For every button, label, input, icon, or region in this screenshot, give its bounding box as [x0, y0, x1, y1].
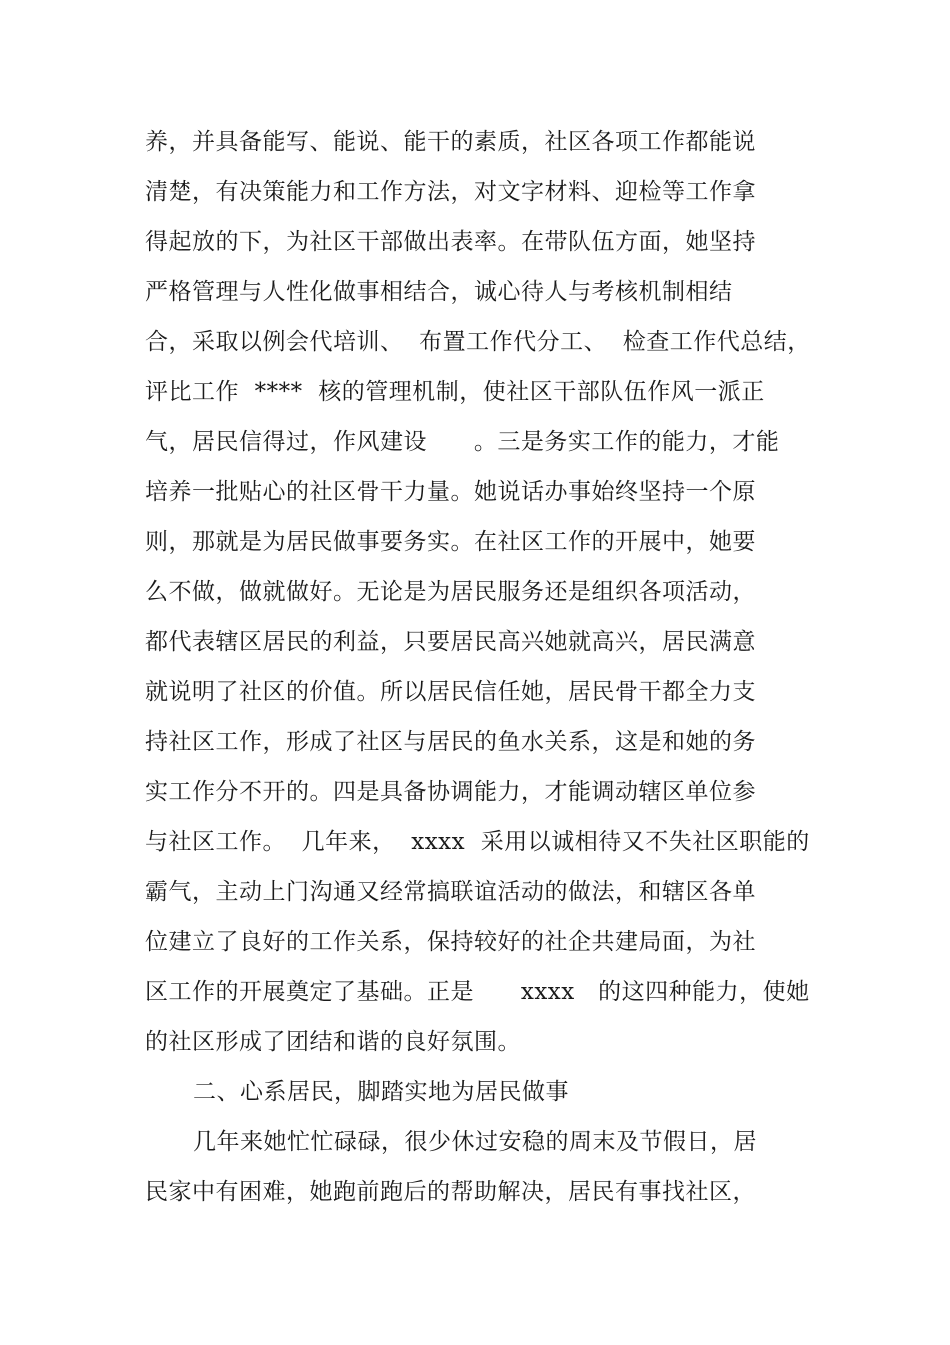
text-line: 实工作分不开的。四是具备协调能力，才能调动辖区单位参 [145, 779, 756, 805]
text-line: 的社区形成了团结和谐的良好氛围。 [145, 1029, 521, 1055]
text-line: 气，居民信得过，作风建设 。三是务实工作的能力，才能 [145, 429, 780, 455]
text-line: 与社区工作。 几年来， xxxx 采用以诚相待又不失社区职能的 [145, 829, 810, 855]
text-line: 几年来她忙忙碌碌，很少休过安稳的周末及节假日，居 [193, 1129, 757, 1155]
text-line: 培养一批贴心的社区骨干力量。她说话办事始终坚持一个原 [145, 479, 756, 505]
text-line: 都代表辖区居民的利益，只要居民高兴她就高兴，居民满意 [145, 629, 756, 655]
text-line: 评比工作 **** 核的管理机制，使社区干部队伍作风一派正 [145, 379, 765, 405]
text-line: 位建立了良好的工作关系，保持较好的社企共建局面，为社 [145, 929, 756, 955]
text-line: 霸气，主动上门沟通又经常搞联谊活动的做法，和辖区各单 [145, 879, 756, 905]
text-line: 则，那就是为居民做事要务实。在社区工作的开展中，她要 [145, 529, 756, 555]
text-line: 养，并具备能写、能说、能干的素质，社区各项工作都能说 [145, 129, 756, 155]
text-line: 么不做，做就做好。无论是为居民服务还是组织各项活动， [145, 579, 756, 605]
section-heading: 二、心系居民，脚踏实地为居民做事 [193, 1079, 569, 1105]
text-line: 合，采取以例会代培训、 布置工作代分工、 检查工作代总结， [145, 329, 811, 355]
text-line: 民家中有困难，她跑前跑后的帮助解决，居民有事找社区， [145, 1179, 756, 1205]
text-line: 就说明了社区的价值。所以居民信任她，居民骨干都全力支 [145, 679, 756, 705]
text-line: 清楚，有决策能力和工作方法，对文字材料、迎检等工作拿 [145, 179, 756, 205]
text-line: 得起放的下，为社区干部做出表率。在带队伍方面，她坚持 [145, 229, 756, 255]
text-line: 严格管理与人性化做事相结合，诚心待人与考核机制相结 [145, 279, 733, 305]
text-line: 持社区工作，形成了社区与居民的鱼水关系，这是和她的务 [145, 729, 756, 755]
text-line: 区工作的开展奠定了基础。正是 xxxx 的这四种能力，使她 [145, 979, 810, 1005]
